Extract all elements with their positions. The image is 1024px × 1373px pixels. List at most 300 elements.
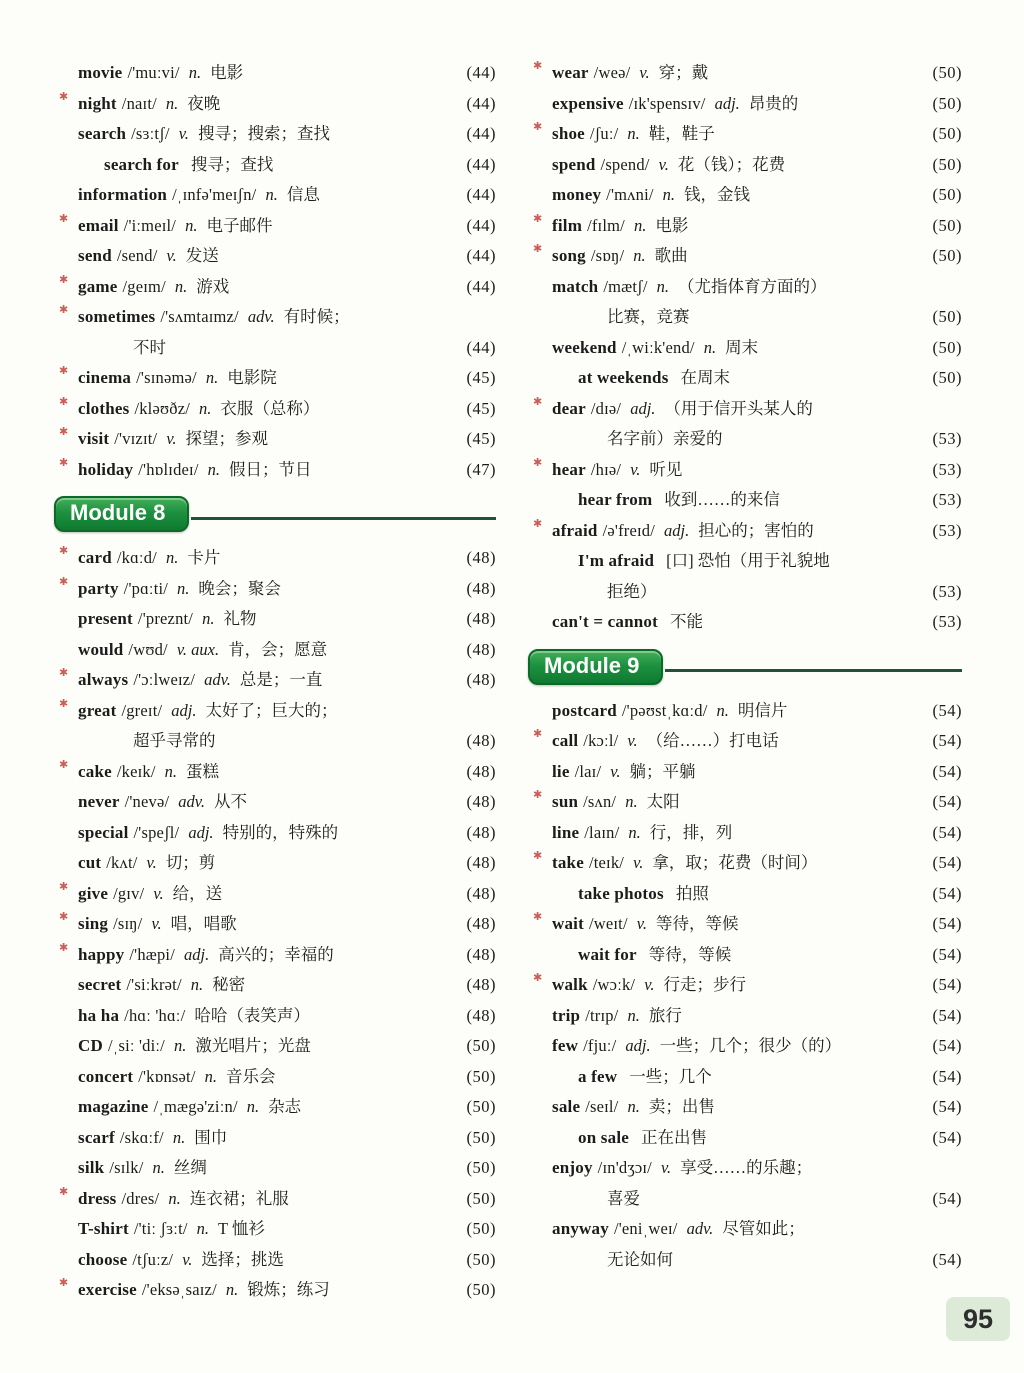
module-rule [665, 669, 962, 672]
phonetic-transcription: /kləʊðz/ [134, 398, 191, 418]
entry-row [58, 1031, 496, 1062]
phonetic-transcription: /'tiː ʃɜːt/ [133, 1219, 188, 1238]
part-of-speech: v. [610, 761, 621, 781]
phonetic-transcription: /kɔːl/ [583, 731, 619, 750]
entry-row [532, 696, 962, 727]
phonetic-transcription: /dres/ [121, 1188, 160, 1208]
page-ref: (54) [932, 792, 962, 811]
page-ref: (50) [466, 1158, 496, 1177]
part-of-speech: v. [178, 124, 189, 143]
phonetic-transcription: /tʃuːz/ [132, 1249, 174, 1269]
chinese-gloss: 在周末 [680, 368, 731, 387]
entry-row [532, 909, 962, 940]
page-ref: (48) [466, 670, 496, 689]
phonetic-transcription: /'iːmeɪl/ [123, 215, 177, 235]
headword: weekend [552, 337, 617, 357]
chinese-gloss: 担心的；害怕的 [698, 520, 814, 540]
headword: expensive [552, 93, 624, 113]
part-of-speech: adj. [171, 700, 197, 720]
star-icon: ✱ [533, 849, 543, 862]
chinese-gloss: 卡片 [187, 548, 221, 567]
star-icon: ✱ [59, 1184, 69, 1198]
page-ref: (48) [466, 792, 496, 811]
page-ref: (50) [932, 246, 962, 265]
chinese-gloss: 唱，唱歌 [170, 914, 237, 933]
headword: CD [78, 1036, 103, 1055]
headword: search [78, 124, 127, 143]
page-ref: (54) [932, 944, 962, 964]
page-ref: (50) [932, 337, 962, 357]
headword: present [78, 609, 133, 628]
page-ref: (48) [466, 548, 496, 567]
chinese-gloss: 假日；节日 [229, 459, 312, 479]
phonetic-transcription: /ˌɪnfə'meɪʃn/ [172, 185, 257, 204]
part-of-speech: adj. [625, 1036, 651, 1055]
page-ref: (48) [466, 883, 496, 903]
page-ref: (54) [932, 914, 962, 933]
entry-row [58, 1245, 496, 1276]
entry-row [532, 241, 962, 272]
entry-row [58, 970, 496, 1001]
part-of-speech: n. [205, 368, 219, 387]
phonetic-transcription: /hɪə/ [590, 459, 622, 479]
chinese-gloss: 比赛，竞赛 [607, 307, 690, 326]
part-of-speech: adj. [184, 944, 210, 964]
part-of-speech: adv. [247, 307, 275, 326]
phonetic-transcription: /spend/ [600, 154, 650, 174]
phonetic-transcription: /seɪl/ [585, 1097, 619, 1116]
star-icon: ✱ [59, 211, 69, 225]
page-ref: (48) [466, 975, 496, 994]
headword: visit [78, 429, 110, 448]
phonetic-transcription: /mætʃ/ [603, 276, 648, 296]
headword: cut [78, 853, 102, 872]
headword: T-shirt [78, 1219, 129, 1238]
page-ref: (54) [932, 1188, 962, 1208]
phonetic-transcription: /'ɔːlweɪz/ [133, 670, 196, 689]
chinese-gloss: 秘密 [212, 975, 246, 994]
phonetic-transcription: /'pɑːti/ [123, 578, 169, 598]
part-of-speech: n. [165, 93, 179, 113]
part-of-speech: v. [627, 731, 638, 750]
phonetic-transcription: /'hæpi/ [129, 944, 176, 964]
headword: ha ha [78, 1005, 120, 1025]
phonetic-transcription: /ɪk'spensɪv/ [628, 93, 706, 113]
headword: enjoy [552, 1158, 593, 1177]
page-ref: (54) [932, 1066, 962, 1086]
chinese-gloss: 拿，取；花费（时间） [652, 853, 818, 872]
entry-row [58, 1123, 496, 1154]
phonetic-transcription: /'muːvi/ [127, 63, 180, 82]
entry-row [58, 363, 496, 394]
headword: give [78, 883, 109, 903]
entry-row [532, 607, 962, 638]
entry-row [58, 787, 496, 818]
page-ref: (50) [466, 1280, 496, 1299]
page-ref: (44) [466, 63, 496, 82]
entry-row [58, 1001, 496, 1032]
phonetic-transcription: /geɪm/ [122, 276, 166, 296]
entry-row [532, 726, 962, 757]
entry-row [58, 272, 496, 303]
headword: money [552, 185, 602, 204]
chinese-gloss: 行走；步行 [663, 975, 746, 994]
headword: hear [552, 459, 586, 479]
part-of-speech: v. [639, 63, 650, 82]
page-ref: (53) [932, 459, 962, 479]
part-of-speech: v. [153, 883, 164, 903]
headword: trip [552, 1005, 581, 1025]
phonetic-transcription: /'mʌni/ [606, 185, 654, 204]
entry-row [532, 787, 962, 818]
phonetic-transcription: /ˌsiː 'diː/ [107, 1036, 165, 1055]
headword: wait [552, 914, 584, 933]
chinese-gloss: 蛋糕 [186, 761, 220, 781]
page-ref: (53) [932, 490, 962, 509]
module-header [528, 645, 962, 689]
star-icon: ✱ [533, 242, 543, 255]
part-of-speech: adj. [188, 822, 214, 842]
headword: can't = cannot [552, 612, 658, 631]
page-number-badge: 95 [946, 1297, 1010, 1341]
page-ref: (54) [932, 822, 962, 842]
chinese-gloss: 不能 [670, 612, 703, 631]
part-of-speech: n. [627, 1005, 640, 1025]
page-ref: (44) [466, 93, 496, 113]
chinese-gloss: 衣服（总称） [220, 398, 320, 418]
page-ref: (44) [466, 124, 496, 143]
phonetic-transcription: /greɪt/ [121, 700, 163, 720]
entry-row [532, 150, 962, 181]
entry-row [532, 119, 962, 150]
page-ref: (54) [932, 1249, 962, 1269]
chinese-gloss: 一些；几个；很少（的） [659, 1036, 842, 1055]
entry-row [58, 909, 496, 940]
phonetic-transcription: /send/ [116, 246, 158, 265]
chinese-gloss: 搜寻；搜索；查找 [197, 124, 330, 143]
page-ref: (54) [932, 1036, 962, 1055]
part-of-speech: n. [174, 276, 188, 296]
phonetic-transcription: /weɪt/ [588, 914, 628, 933]
phonetic-transcription: /kʌt/ [106, 853, 138, 872]
page-ref: (54) [932, 761, 962, 781]
wordlist-column-right [532, 58, 962, 1275]
phonetic-transcription: /trɪp/ [585, 1005, 619, 1025]
chinese-gloss: 享受……的乐趣； [680, 1158, 813, 1177]
star-icon: ✱ [533, 516, 543, 530]
phonetic-transcription: /'kɒnsət/ [138, 1066, 196, 1086]
page-ref: (44) [466, 215, 496, 235]
headword: I'm afraid [578, 551, 655, 570]
headword: information [78, 185, 168, 204]
part-of-speech: v. [146, 853, 157, 872]
part-of-speech: n. [190, 975, 204, 994]
phonetic-transcription: /ˌmægə'ziːn/ [153, 1097, 238, 1116]
chinese-gloss: 周末 [725, 337, 759, 357]
star-icon: ✱ [59, 394, 69, 408]
star-icon: ✱ [59, 666, 69, 679]
headword: match [552, 276, 599, 296]
headword: on sale [578, 1127, 629, 1147]
headword: party [78, 578, 119, 598]
phonetic-transcription: /'sɪnəmə/ [136, 368, 197, 387]
page-ref: (45) [466, 429, 496, 448]
chinese-gloss: 等待，等候 [655, 914, 739, 933]
headword: night [78, 93, 117, 113]
page-ref: (54) [932, 883, 962, 903]
entry-row [532, 272, 962, 303]
phonetic-transcription: /'preznt/ [137, 609, 194, 628]
entry-row [58, 635, 496, 666]
star-icon: ✱ [533, 971, 543, 984]
module-header [54, 492, 496, 536]
chinese-gloss: 收到……的来信 [664, 490, 780, 509]
page-ref: (50) [466, 1097, 496, 1116]
star-icon: ✱ [533, 727, 543, 740]
chinese-gloss: 喜爱 [607, 1188, 640, 1208]
page-ref: (48) [466, 1005, 496, 1025]
headword: great [78, 700, 117, 720]
part-of-speech: adj. [714, 93, 740, 113]
headword: walk [552, 975, 588, 994]
entry-continuation-row [532, 577, 962, 608]
headword: take [552, 853, 584, 872]
page-ref: (54) [932, 975, 962, 994]
chinese-gloss: 听见 [649, 459, 683, 479]
chinese-gloss: 肯，会；愿意 [228, 639, 328, 659]
page-ref: (48) [466, 853, 496, 872]
wordlist-column-left [58, 58, 496, 1306]
phonetic-transcription: /hɑː 'hɑː/ [124, 1005, 186, 1025]
page-ref: (54) [932, 700, 962, 720]
headword: anyway [552, 1219, 609, 1238]
headword: spend [552, 154, 596, 174]
star-icon: ✱ [59, 425, 69, 438]
part-of-speech: v. [660, 1158, 672, 1177]
page-ref: (53) [932, 429, 962, 448]
entry-row [58, 1062, 496, 1093]
entry-continuation-row [58, 333, 496, 364]
entry-row [532, 1153, 962, 1184]
star-icon: ✱ [59, 574, 69, 588]
part-of-speech: adj. [664, 520, 690, 540]
chinese-gloss: 搜寻；查找 [190, 154, 274, 174]
headword: film [552, 215, 583, 235]
entry-row [58, 757, 496, 788]
entry-row [58, 89, 496, 120]
chinese-gloss: 名字前）亲爱的 [607, 429, 723, 448]
page-ref: (48) [466, 731, 496, 750]
phonetic-transcription: /wʊd/ [128, 639, 168, 659]
chinese-gloss: 不时 [133, 337, 166, 357]
part-of-speech: n. [168, 1188, 181, 1208]
part-of-speech: n. [202, 609, 215, 628]
chinese-gloss: 电影院 [227, 368, 277, 387]
entry-row [58, 211, 496, 242]
phonetic-transcription: /sɪŋ/ [113, 914, 143, 933]
entry-row [58, 394, 496, 425]
headword: wear [552, 63, 589, 82]
entry-row [58, 818, 496, 849]
headword: afraid [552, 520, 598, 540]
chinese-gloss: 夜晚 [187, 93, 221, 113]
page-ref: (54) [932, 1097, 962, 1116]
phonetic-transcription: /ɪn'dʒɔɪ/ [597, 1158, 652, 1177]
part-of-speech: n. [199, 398, 212, 418]
entry-row [532, 1123, 962, 1154]
page-ref: (48) [466, 914, 496, 933]
page-ref: (50) [932, 63, 962, 82]
phonetic-transcription: /'eksəˌsaɪz/ [141, 1280, 217, 1299]
entry-row [532, 394, 962, 425]
star-icon: ✱ [59, 910, 69, 923]
phonetic-transcription: /'speʃl/ [133, 822, 180, 842]
entry-row [58, 150, 496, 181]
entry-row [532, 970, 962, 1001]
page-ref: (48) [466, 639, 496, 659]
headword: sing [78, 914, 109, 933]
headword: concert [78, 1066, 134, 1086]
page-ref: (48) [466, 822, 496, 842]
part-of-speech: adj. [630, 398, 656, 418]
chinese-gloss: 特别的，特殊的 [222, 822, 339, 842]
page-ref: (50) [466, 1249, 496, 1269]
chinese-gloss: 电影 [210, 63, 244, 82]
part-of-speech: v. [636, 914, 647, 933]
chinese-gloss: 切；剪 [165, 853, 216, 872]
page-ref: (50) [932, 368, 962, 387]
part-of-speech: n. [185, 215, 198, 235]
chinese-gloss: 有时候； [283, 307, 350, 326]
headword: never [78, 792, 120, 811]
entry-row [532, 757, 962, 788]
entry-row [58, 940, 496, 971]
phonetic-transcription: /gɪv/ [113, 883, 145, 903]
headword: always [78, 670, 129, 689]
phonetic-transcription: /fɪlm/ [587, 215, 625, 235]
chinese-gloss: 无论如何 [607, 1249, 673, 1269]
phonetic-transcription: /skɑːf/ [119, 1127, 164, 1147]
chinese-gloss: 音乐会 [225, 1066, 276, 1086]
headword: email [78, 215, 119, 235]
part-of-speech: n. [633, 215, 647, 235]
entry-row [532, 848, 962, 879]
page-ref: (54) [932, 1005, 962, 1025]
part-of-speech: n. [627, 124, 640, 143]
headword: cinema [78, 368, 132, 387]
part-of-speech: n. [625, 792, 638, 811]
page-ref: (50) [466, 1188, 496, 1208]
entry-row [58, 879, 496, 910]
part-of-speech: n. [703, 337, 717, 357]
chinese-gloss: 等待，等候 [648, 944, 732, 964]
chinese-gloss: 围巾 [194, 1127, 228, 1147]
chinese-gloss: T 恤衫 [218, 1219, 265, 1238]
page-ref: (50) [932, 185, 962, 204]
chinese-gloss: 歌曲 [654, 246, 688, 265]
page-ref: (44) [466, 246, 496, 265]
entry-row [58, 241, 496, 272]
phonetic-transcription: /naɪt/ [121, 93, 157, 113]
entry-row [532, 180, 962, 211]
entry-continuation-row [532, 302, 962, 333]
entry-row [58, 180, 496, 211]
page-ref: (45) [466, 398, 496, 418]
part-of-speech: n. [633, 246, 646, 265]
part-of-speech: v. [151, 914, 162, 933]
chinese-gloss: 卖；出售 [648, 1097, 715, 1116]
headword: call [552, 731, 579, 750]
headword: scarf [78, 1127, 115, 1147]
chinese-gloss: （尤指体育方面的） [678, 276, 827, 296]
page-ref: (50) [466, 1127, 496, 1147]
entry-row [532, 1092, 962, 1123]
phonetic-transcription: /'nevə/ [124, 792, 170, 811]
phonetic-transcription: /sɪlk/ [109, 1158, 144, 1177]
headword: silk [78, 1158, 105, 1177]
entry-row [532, 363, 962, 394]
chinese-gloss: 太好了；巨大的； [205, 700, 338, 720]
phonetic-transcription: /'siːkrət/ [126, 975, 182, 994]
chinese-gloss: 发送 [185, 246, 219, 265]
entry-row [532, 940, 962, 971]
page-ref: (54) [932, 731, 962, 750]
entry-row [532, 211, 962, 242]
headword: take photos [578, 883, 664, 903]
chinese-gloss: 连衣裙；礼服 [189, 1188, 289, 1208]
star-icon: ✱ [59, 89, 69, 103]
star-icon: ✱ [533, 455, 543, 469]
part-of-speech: n. [196, 1219, 210, 1238]
headword: shoe [552, 124, 585, 143]
entry-row [58, 696, 496, 727]
headword: special [78, 822, 129, 842]
phonetic-transcription: /ˌwiːk'end/ [621, 337, 695, 357]
chinese-gloss: 游戏 [196, 276, 230, 296]
part-of-speech: v. [182, 1249, 193, 1269]
entry-row [58, 574, 496, 605]
entry-row [532, 879, 962, 910]
part-of-speech: v. aux. [176, 639, 220, 659]
star-icon: ✱ [533, 394, 543, 408]
headword: at weekends [578, 368, 669, 387]
entry-row [532, 333, 962, 364]
part-of-speech: n. [246, 1097, 260, 1116]
part-of-speech: adv. [204, 670, 231, 689]
chinese-gloss: 躺；平躺 [629, 761, 696, 781]
headword: sometimes [78, 307, 156, 326]
entry-continuation-row [532, 1245, 962, 1276]
entry-continuation-row [532, 424, 962, 455]
module-rule [191, 517, 496, 520]
phonetic-transcription: /weə/ [593, 63, 631, 82]
entry-row [532, 1001, 962, 1032]
headword: would [78, 639, 124, 659]
page-ref: (50) [932, 93, 962, 113]
part-of-speech: v. [166, 429, 177, 448]
module-badge [54, 496, 189, 532]
entry-row [532, 1214, 962, 1245]
entry-row [58, 119, 496, 150]
star-icon: ✱ [59, 1276, 69, 1289]
entry-row [58, 1214, 496, 1245]
chinese-gloss: 花（钱）；花费 [677, 154, 786, 174]
entry-row [532, 58, 962, 89]
page-ref: (50) [466, 1219, 496, 1238]
chinese-gloss: 尽管如此； [722, 1219, 805, 1238]
headword: postcard [552, 700, 617, 720]
headword: secret [78, 975, 122, 994]
